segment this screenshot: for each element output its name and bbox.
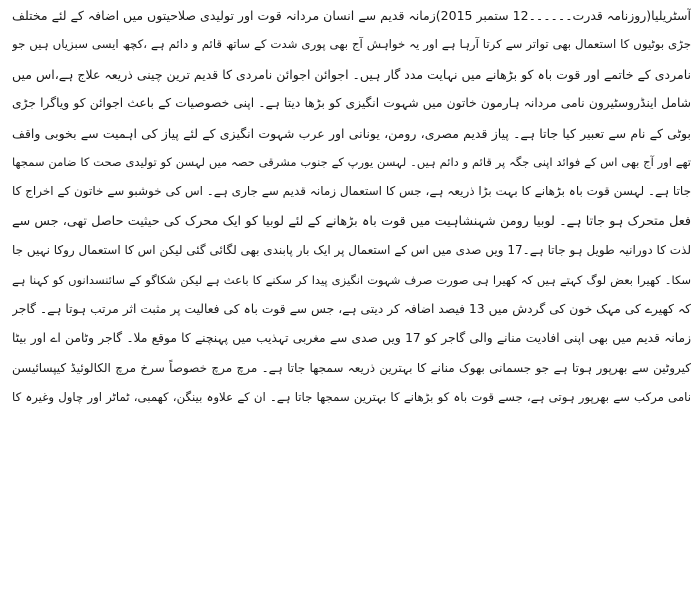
article-line: سکا۔ کھیرا بعض لوگ کہتے ہیں کہ کھیرا ہی صورت صرف شہوت انگیزی پیدا کر سکنے کا باعث ہے لیکن شکاگو کے سائنسدانوں کو کہنا ہے — [12, 272, 691, 287]
article-line: نامی مرکب سے بھرپور ہوتی ہے، جسے قوت باہ کو بڑھانے کا بہترین سمجھا جاتا ہے۔ ان کے علاوہ بینگن، کھمبی، ٹماٹر اور چاول وغیرہ کا — [12, 390, 691, 405]
article-line: آسٹریلیا(روزنامہ قدرت۔۔۔۔۔۔12 ستمبر 2015)زمانہ قدیم سے انسان مردانہ قوت اور تولیدی صلاحیتوں میں اضافہ کے لئے مختلف — [12, 8, 691, 23]
article-line: جڑی بوٹیوں کا استعمال بھی تواتر سے کرتا آرہا ہے اور یہ خواہش آج بھی پوری شدت کے ساتھ قائم و دائم ہے ،کچھ ایسی سبزیاں ہیں جو — [12, 37, 691, 52]
article-line: فعل متحرک ہو جاتا ہے۔ لوبیا رومن شہنشاہیت میں قوت باہ بڑھانے کے لئے لوبیا کو ایک محرک کی حیثیت حاصل تھی، جس سے — [12, 213, 691, 229]
article-line: تھے اور آج بھی اس کے فوائد اپنی جگہ پر قائم و دائم ہیں۔ لہسن یورپ کے جنوب مشرقی حصہ میں لہسن کو تولیدی صحت کا ضامن سمجھا — [12, 154, 691, 169]
article-line: زمانہ قدیم میں بھی اپنی افادیت منانے والی گاجر کو 17 ویں صدی سے مغربی تہذیب میں پہنچنے کا موقع ملا۔ گاجر وٹامن اے اور بیٹا — [12, 331, 691, 346]
article-line: نامردی کے خاتمے اور قوت باہ کو بڑھانے میں نہایت مدد گار ہیں۔ اجوائن اجوائن نامردی کا قدیم ترین چینی ذریعہ علاج ہے،اس میں — [12, 66, 691, 82]
article-line: کہ کھیرے کی مہک خون کی گردش میں 13 فیصد اضافہ کر دیتی ہے، جس سے قوت باہ کی فعالیت پر مثبت اثر مرتب ہوتا ہے۔ گاجر — [12, 301, 691, 316]
article-line: جاتا ہے۔ لہسن قوت باہ بڑھانے کا بہت بڑا ذریعہ ہے، جس کا استعمال زمانہ قدیم سے جاری ہے۔ اس کی خوشبو سے خاتون کے اخراج کا — [12, 184, 691, 199]
article-line: کیروٹین سے بھرپور ہوتا ہے جو جسمانی بھوک منانے کا بہترین ذریعہ سمجھا جاتا ہے۔ مرچ مرچ خصوصاً سرخ مرچ الکالوئیڈ کیپسائیسن — [12, 360, 691, 375]
article-line: شامل اینڈروسٹیرون نامی مردانہ ہارمون خاتون میں شہوت انگیزی کو بڑھا دیتا ہے۔ اپنی خصوصیات کے باعث اجوائن کو ویاگرا جڑی — [12, 96, 691, 111]
article-line: بوٹی کے نام سے تعبیر کیا جاتا ہے۔ پیاز قدیم مصری، رومن، یونانی اور عرب شہوت انگیزی کے لئے پیاز کی اہمیت سے بخوبی واقف — [12, 125, 691, 141]
article-line: لذت کا دورانیہ طویل ہو جاتا ہے۔17 ویں صدی میں اس کے استعمال پر ایک بار پابندی بھی لگائی گئی لیکن اس کا استعمال روکا نہیں جا — [12, 243, 691, 258]
